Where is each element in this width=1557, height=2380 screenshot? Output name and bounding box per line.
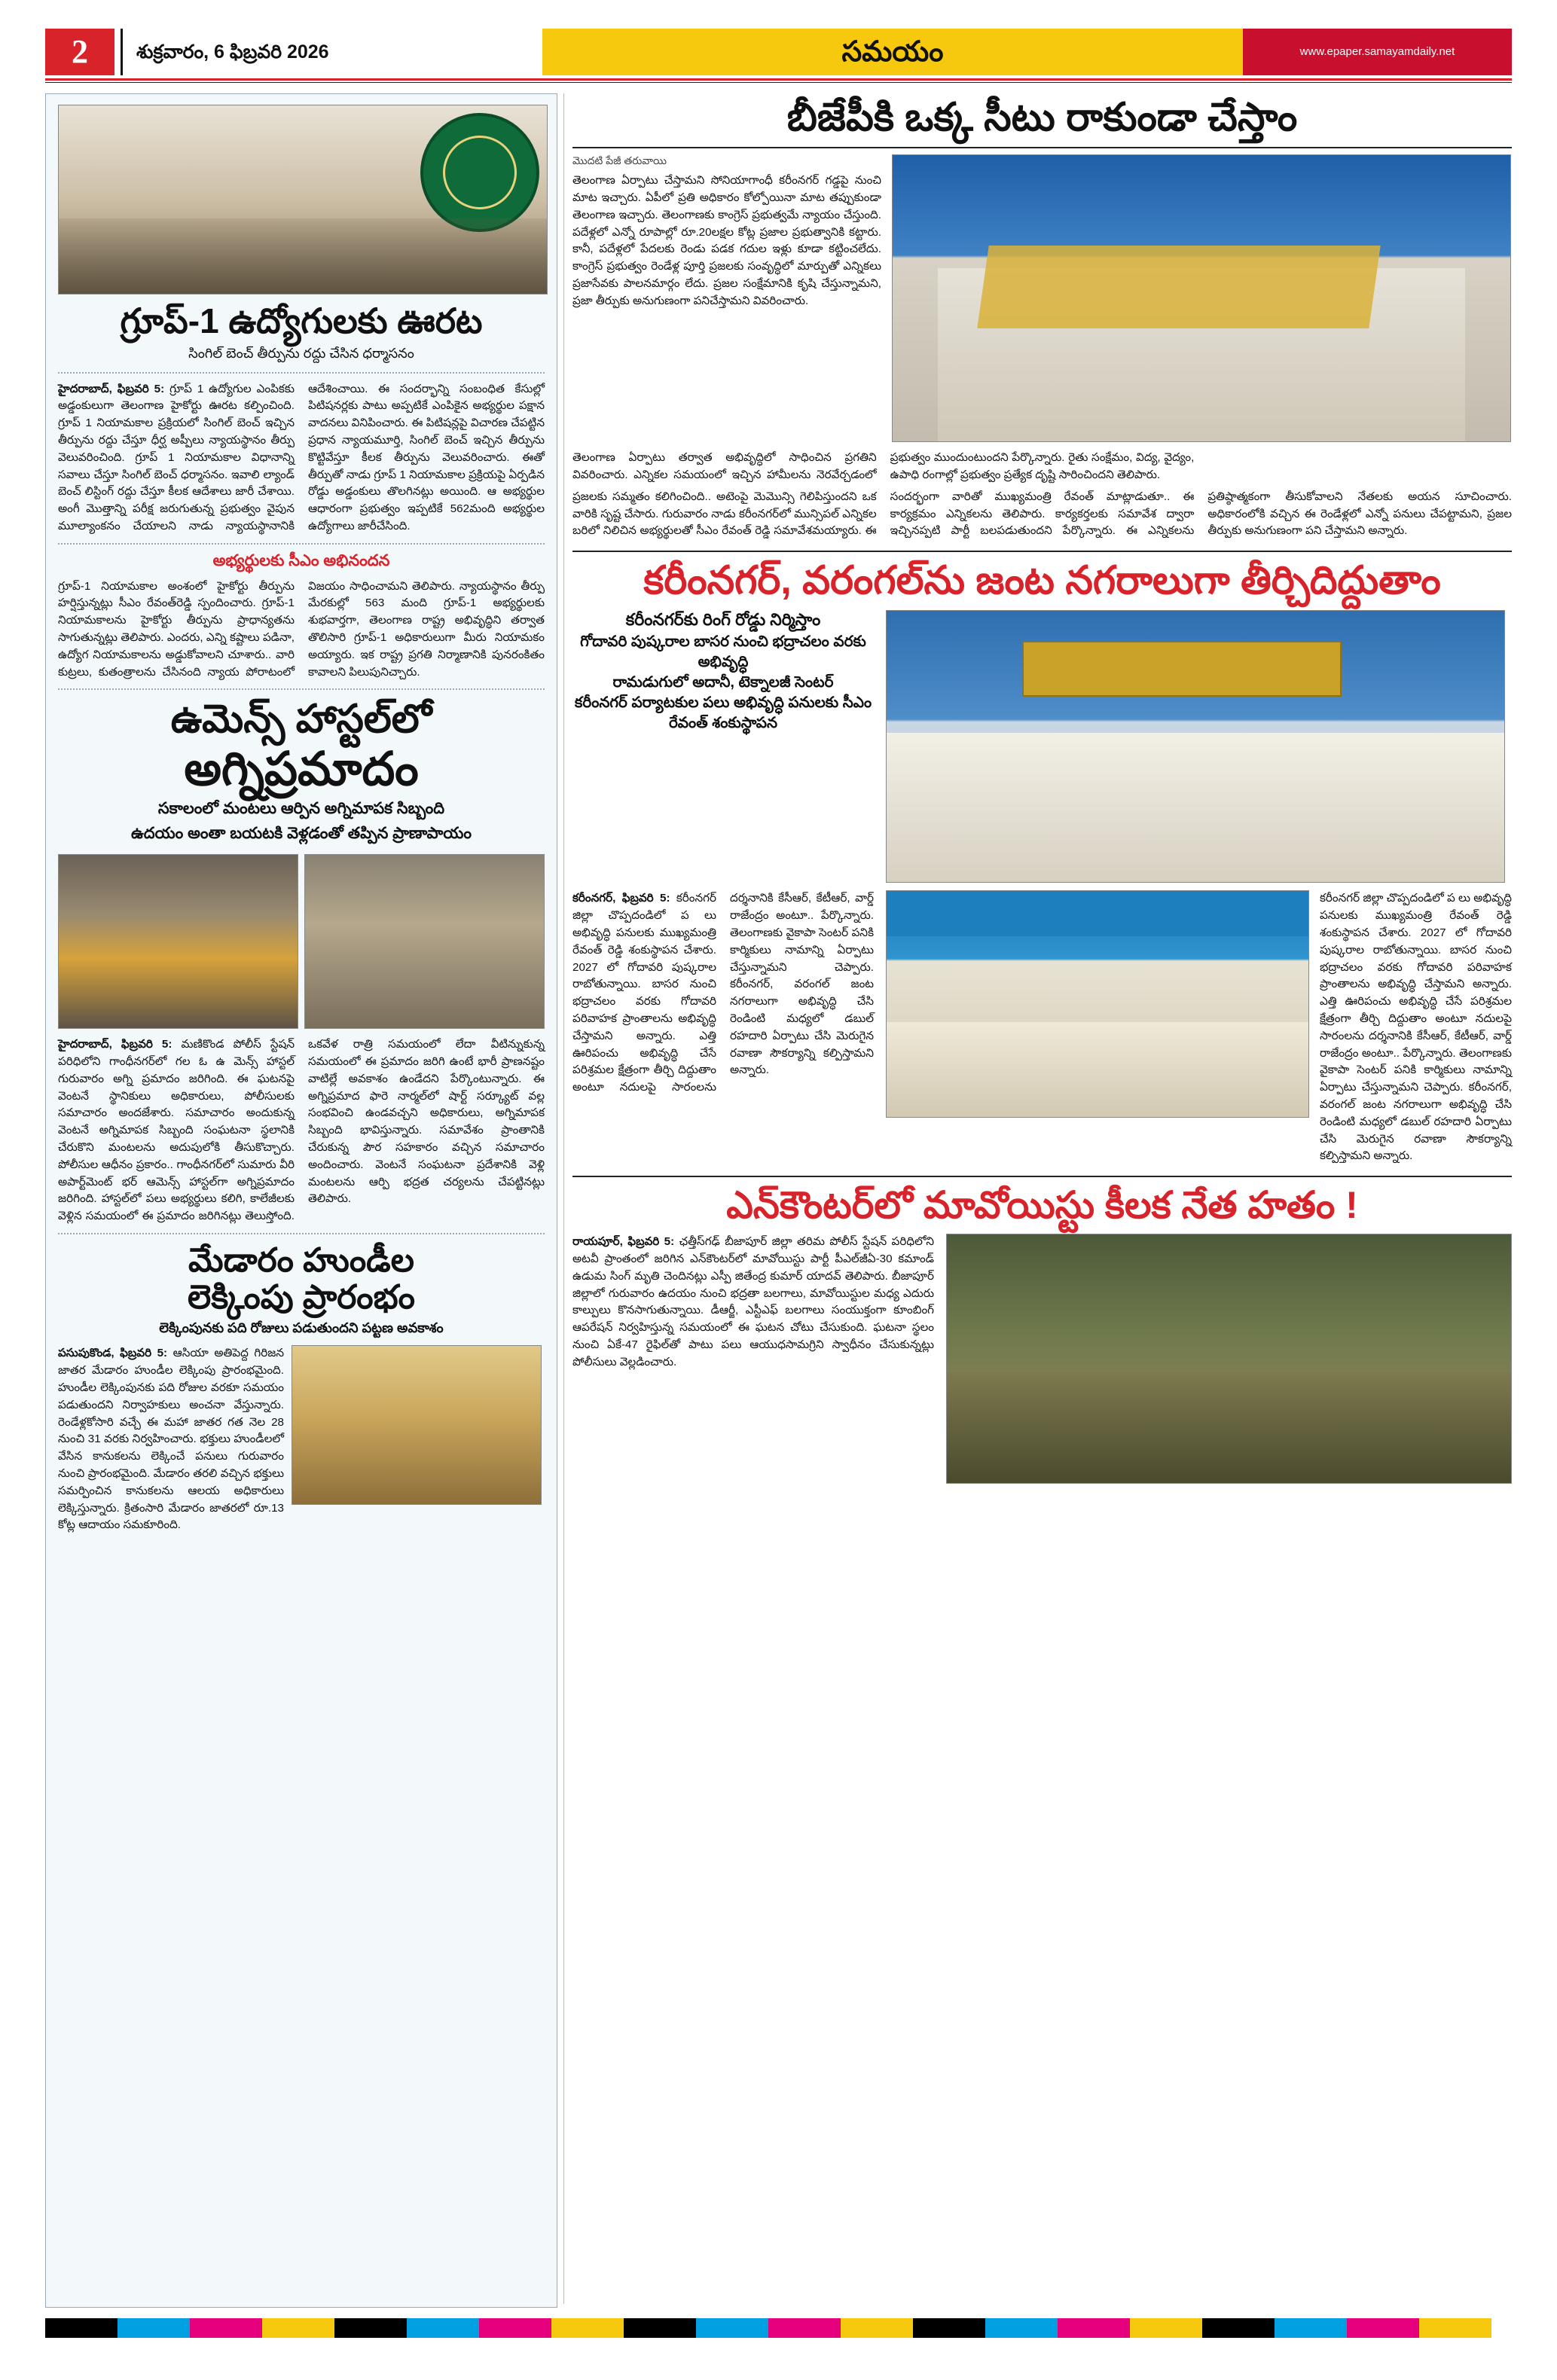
story1-body: గ్రూప్ 1 ఉద్యోగుల ఎంపికకు అడ్డంకులుగా తెలంగాణ హైకోర్టు ఊరట కల్పించింది. గ్రూప్ 1 నియామకాల ప్రక్రియలో సింగిల్ బెంచ్ ఇచ్చిన తీర్పును రద్దు చేస్తూ ధీర్ఘ అప్పీలు న్యాయస్థానం తీర్పు వెలువరించింది. గ్రూప్ 1 నియామకాల విధానాన్ని సవాలు చేస్తూ సింగిల్ బెంచ్ ధర్మాసనం. ఇవాలి ల్యాండ్ బెంచ్ లిస్టింగ్ రద్దు చేస్తూ కీలక ఆదేశాలు జారీ చేశాయి. అంగీ మొత్తాన్ని పరీక్ష జరుగుతున్న ప్రభుత్వం వైపున మూల్యాంకనం చేయాలని నాడు న్యాయస్థానానికి ఆదేశించాయి. ఈ సందర్భాన్ని సంబంధిత కేసుల్లో పిటిషనర్లకు పాటు అప్పటికే ఎంపికైన అభ్యర్థుల పక్షాన వాదనలు వినిపించారు. ఈ పిటిషన్లపై విచారణ చేపట్టిన ప్రధాన న్యాయమూర్తి, సింగిల్ బెంచ్ ఇచ్చిన తీర్పును కొట్టివేస్తూ కీలక తీర్పును వెలువరించారు. ఈతో తీర్పుతో నాడు గ్రూప్ 1 నియామకాల ప్రక్రియపై ఏర్పడిన రోడ్డు అడ్డంకులు తొలగినట్లు అయింది. ఆ అభ్యర్థుల ఆధారంగా ప్రభుత్వం ఇప్పటికే 562మంది అభ్యర్థుల ఉద్యోగాలు జారీచేసింది. bbox=[58, 382, 545, 532]
story2-headline-line2: అగ్నిప్రమాదం bbox=[184, 743, 419, 795]
medaram-photo bbox=[292, 1345, 542, 1505]
exam-photo bbox=[58, 105, 548, 294]
storyA-photo bbox=[892, 154, 1511, 442]
storyC-photo bbox=[946, 1234, 1512, 1484]
storyC-dateline: రాయపూర్, ఫిబ్రవరి 5: bbox=[572, 1235, 675, 1249]
story3-body-wrap bbox=[58, 1345, 284, 1534]
fire-photo-2 bbox=[304, 854, 545, 1029]
story2-sub-red-1: సకాలంలో మంటలు ఆర్పిన అగ్నిమాపక సిబ్బంది bbox=[157, 800, 445, 818]
issue-date: శుక్రవారం, 6 ఫిబ్రవరి 2026 bbox=[121, 29, 329, 75]
masthead-rule-thin bbox=[45, 82, 1512, 83]
story2-headline-line1: ఉమెన్స్ హాస్టల్‌లో bbox=[170, 697, 432, 742]
storyA-body3: ప్రజలకు సమ్మతం కలిగించింది.. అటెంపై మెమొన్సి గెలిపిస్తుందని ఒక వారికి సృష్ట చేసారు. గురువారం నాడు కరీంనగర్‌లో మున్సిపల్ ఎన్నికల బరిలో నిలిచిన అభ్యర్థులతో సీఎం రేవంత్ రెడ్డి సమావేశమయ్యారు. ఈ సందర్భంగా వారితో ముఖ్యమంత్రి రేవంత్ మాట్లాడుతూ.. ఈ కార్యక్రమం ఎన్నికలను తెలిపారు. కార్యకర్తలకు సమావేశ ద్వారా ఇచ్చినప్పటి పార్టీ బలపడుతుందని పేర్కొన్నారు. ఈ ఎన్నికలను ప్రతిష్ఠాత్మకంగా తీసుకోవాలని నేతలకు అయన సూచించారు. అధికారంలోకి వచ్చిన ఈ రెండేళ్లలో ఎన్నో పనులు చేపట్టామని, ప్రజల తీర్పుకు అనుగుణంగా పని చేస్తామని అన్నారు. bbox=[572, 490, 1512, 538]
print-color-bar bbox=[45, 2318, 1512, 2338]
color-swatch bbox=[841, 2318, 913, 2338]
color-swatch bbox=[1347, 2318, 1419, 2338]
column-divider bbox=[563, 93, 564, 2304]
color-swatch bbox=[768, 2318, 841, 2338]
story1-sub-headline: అభ్యర్థులకు సీఎం అభినందన bbox=[212, 551, 390, 569]
storyC-headline: ఎన్‌కౌంటర్‌లో మావోయిస్టు కీలక నేత హతం ! bbox=[726, 1184, 1358, 1227]
color-swatch bbox=[334, 2318, 407, 2338]
color-swatch bbox=[985, 2318, 1058, 2338]
color-swatch bbox=[262, 2318, 334, 2338]
color-swatch bbox=[1130, 2318, 1202, 2338]
color-swatch bbox=[118, 2318, 190, 2338]
storyB-body-wrap bbox=[572, 890, 874, 1165]
paper-title: సమయం bbox=[841, 36, 944, 68]
website-band bbox=[1243, 29, 1512, 75]
story1-subhead: సింగిల్ బెంచ్ తీర్పును రద్దు చేసిన ధర్మాసనం bbox=[188, 345, 414, 361]
page-number: 2 bbox=[72, 33, 88, 70]
story3-dateline: పసుపుకొండ, ఫిబ్రవరి 5: bbox=[58, 1347, 168, 1360]
masthead bbox=[45, 29, 1512, 75]
story2-sub-red-2: ఉదయం అంతా బయటకి వెళ్లడంతో తప్పిన ప్రాణాపాయం bbox=[131, 825, 472, 843]
masthead-rule bbox=[45, 78, 1512, 81]
storyB-sub-3: రామడుగులో అదానీ, టెక్నాలజీ సెంటర్ bbox=[612, 674, 834, 691]
storyA-body: తెలంగాణ ఏర్పాటు చేస్తామని సోనియాగాంధీ కరీంనగర్ గడ్డపై నుంచి మాట ఇచ్చారు. ఏపీలో ప్రతి అధికారం కోల్పోయినా మాట తప్పుకుండా తెలంగాణ ఇచ్చారు. తెలంగాణకు కాంగ్రెస్ ప్రభుత్వమే న్యాయం చేస్తుంది. పదేళ్లలో ఎన్నో రూపాల్లో రూ.20లక్షల కోట్ల ప్రజాల ప్రభుత్వానికి కట్టారు. కానీ, పదేళ్లలో పేదలకు రెండు పడక గదుల ఇళ్లు కూడా కట్టించలేదు. కాంగ్రెస్ ప్రభుత్వం రెండేళ్ల పూర్తి ప్రజలకు సంవృద్ధిలో మార్పుతో ఎన్నికలు ప్రజాసేవకు పాలనమార్గం లేదు. ప్రజల సంక్షేమానికి కృషి చేస్తున్నామని, ప్రజా తీర్పుకు అనుగుణంగా పనిచేస్తామని వివరించారు. bbox=[572, 174, 881, 307]
storyB-dateline: కరీంనగర్, ఫిబ్రవరి 5: bbox=[572, 892, 670, 905]
story1-sub-body: గ్రూప్-1 నియామకాల అంశంలో హైకోర్టు తీర్పును హర్షిస్తున్నట్లు సీఎం రేవంత్‌రెడ్డి స్పందించారు. గ్రూప్-1 నియామకాలను హైకోర్టు తీర్పును ప్రాధాన్యతను సాగుతున్నట్లు తెలిపారు. ఎందరు, ఎన్ని కష్టాలు పడినా, ఉద్యోగ నియామకాలను అడ్డుకోవాలని చూశారు.. వారి కుట్రలు, కుతంత్రాలను చేసినంది న్యాయ పోరాటంలో విజయం సాధించామని తెలిపారు. న్యాయస్థానం తీర్పు మేరకుల్లో 563 మంది గ్రూప్-1 అభ్యర్థులకు శుభవార్తగా, తెలంగాణ రాష్ట్ర అభివృద్ధిని తర్వాత తొలిసారి గ్రూప్-1 అధికారులుగా మీరు నియామకం అయ్యారు. ఇక రాష్ట్ర ప్రగతి నిర్మాణానికి పునరంకితం కావాలని పిలుపునిచ్చారు. bbox=[58, 579, 545, 679]
story3-headline-line1: మేడారం హుండీల bbox=[188, 1241, 414, 1279]
storyB-sub-2: గోదావరి పుష్కరాల బాసర నుంచి భద్రాచలం వరకు అభివృద్ధి bbox=[580, 633, 866, 671]
story2-dateline: హైదరాబాద్, ఫిబ్రవరి 5: bbox=[58, 1038, 172, 1051]
story3-headline-line2: లెక్కింపు ప్రారంభం bbox=[188, 1279, 415, 1317]
story2-body: మణికొండ పోలీస్ స్టేషన్ పరిధిలోని గాంధీనగర్‌లో గల ఓ ఉ మెన్స్ హాస్టల్ గురువారం అగ్ని ప్రమాదం జరిగింది. ఈ ఘటనపై వెంటనే స్థానికులు అధికారులు, పోలీసులకు సమాచారం అందజేశారు. సమాచారం అందుకున్న వెంటనే అగ్నిమాపక సిబ్బంది సంఘటనా స్థలానికి చేరుకొని మంటలను అదుపులోకి తీసుకొచ్చారు. పోలీసుల ఆధీనం ప్రకారం.. గాంధీనగర్‌లో సుమారు వీరి అపార్ట్‌మెంట్ భర్ ఆమెన్స్ హాస్టల్‌గా అగ్నిప్రమాదం జరిగింది. హాస్టల్‌లో పలు అభ్యర్థులు కలిగి, కాలేజీలకు వెళ్లిన సమయంలో ఈ ప్రమాదం జరిగినట్లు తెలుస్తోంది. ఒకవేళ రాత్రి సమయంలో లేదా వీటిన్నుకున్న సమయంలో ఈ ప్రమాదం జరిగి ఉంటే భారీ ప్రాణనష్టం వాటిల్లే అవకాశం ఉండేదని పేర్కొంటున్నారు. ఈ అగ్నిప్రమాద ఫారె నార్మల్‌లో షార్ట్ సర్క్యూట్ వల్ల సంభవించి ఉండవచ్చని అధికారులు, అగ్నిమాపక సిబ్బంది భావిస్తున్నారు. సమావేశం ప్రాంతానికి చేరుకున్న పౌర సహకారం వచ్చిన సమాచారం అందించారు. వెంటనే సంఘటనా ప్రదేశానికి వెళ్లి మంటలను ఆర్పి భద్రత చర్యలను చేపట్టినట్లు తెలిపారు. bbox=[58, 1038, 545, 1223]
color-swatch bbox=[913, 2318, 985, 2338]
storyA-kicker: మొదటి పేజీ తరువాయి bbox=[572, 154, 667, 167]
storyB-sub-1: కరీంనగర్‌కు రింగ్ రోడ్డు నిర్మిస్తాం bbox=[625, 610, 821, 630]
story3-sub-red: లెక్కింపునకు పది రోజులు పడుతుందని పట్టణ అవకాశం bbox=[159, 1320, 444, 1336]
color-swatch bbox=[190, 2318, 262, 2338]
color-swatch bbox=[696, 2318, 768, 2338]
right-column bbox=[572, 93, 1512, 2308]
color-swatch bbox=[1202, 2318, 1275, 2338]
website-url[interactable]: www.epaper.samayamdaily.net bbox=[1299, 45, 1455, 58]
paper-title-band bbox=[542, 29, 1243, 75]
storyC-body-wrap bbox=[572, 1234, 934, 1484]
storyA-headline: బీజేపీకి ఒక్క సీటు రాకుండా చేస్తాం bbox=[786, 96, 1298, 139]
storyA-body2: తెలంగాణ ఏర్పాటు తర్వాత అభివృద్ధిలో సాధించిన ప్రగతిని వివరించారు. ఎన్నికల సమయంలో ఇచ్చిన హామీలను నెరవేర్చడంలో ప్రభుత్వం ముందుంటుందని పేర్కొన్నారు. రైతు సంక్షేమం, విద్య, వైద్యం, ఉపాధి రంగాల్లో ప్రభుత్వం ప్రత్యేక దృష్టి సారించిందని తెలిపారు. bbox=[572, 451, 1195, 481]
story1-body-wrap bbox=[58, 381, 545, 536]
color-swatch bbox=[551, 2318, 624, 2338]
story3-body: ఆసియా అతిపెద్ద గిరిజన జాతర మేడారం హుండీల లెక్కింపు ప్రారంభమైంది. హుండీల లెక్కింపునకు పది రోజుల వరకూ సమయం పడుతుందని నిర్వాహకులు అంచనా వేస్తున్నారు. రెండేళ్లకోసారి వచ్చే ఈ మహా జాతర గత నెల 28 నుంచి 31 వరకు నిర్వహించారు. భక్తులు హుండీలలో వేసిన కానుకలను లెక్కించే పనులు గురువారం నుంచి ప్రారంభమైంది. మేడారం తరలి వచ్చిన భక్తులు సమర్పించిన కానుకలను ఆలయ అధికారులు లెక్కిస్తున్నారు. క్రితంసారి మేడారం జాతరలో రూ.13 కోట్ల ఆదాయం సమకూరింది. bbox=[58, 1347, 284, 1532]
fire-photo-1 bbox=[58, 854, 298, 1029]
left-column bbox=[45, 93, 557, 2308]
storyB-sub-4: కరీంనగర్ పర్యాటకుల పలు అభివృద్ధి పనులకు సీఎం రేవంత్ శంకుస్థాపన bbox=[574, 694, 872, 732]
page-number-badge bbox=[45, 29, 114, 75]
color-swatch bbox=[1058, 2318, 1130, 2338]
storyB-headline: కరీంనగర్, వరంగల్‌ను జంట నగరాలుగా తీర్చిదిద్దుతాం bbox=[643, 559, 1441, 603]
color-swatch bbox=[479, 2318, 551, 2338]
color-swatch bbox=[1275, 2318, 1347, 2338]
story1-dateline: హైదరాబాద్, ఫిబ్రవరి 5: bbox=[58, 382, 165, 395]
color-swatch bbox=[1419, 2318, 1491, 2338]
tspsc-logo-icon bbox=[420, 113, 539, 232]
storyB-body-extra: కరీంనగర్ జిల్లా చొప్పదండిలో ప లు అభివృద్ధి పనులకు ముఖ్యమంత్రి రేవంత్ రెడ్డి శంకుస్థాపన చేశారు. 2027 లో గోదావరి పుష్కరాల రాబోతున్నాయి. బాసర నుంచి భద్రాచలం వరకు గోదావరి పరివాహక ప్రాంతాలను అభివృద్ధి చేస్తామని అన్నారు. ఎత్తి ఊరిపంచు అభివృద్ధి చేసే పరిశ్రమల క్షేత్రంగా తీర్చి దిద్దుతాం అంటూ నదులపై సారంలను దర్శనానికి కేసీఆర్, కేటీఆర్, వార్డ్ రాజేంద్రం అంటూ.. పేర్కొన్నారు. తెలంగాణకు వైకాపా సెంటర్ పనికి కార్మికులు నామాన్ని ఏర్పాటు చేస్తున్నామని చెప్పారు. కరీంనగర్, వరంగల్ జంట నగరాలుగా అభివృద్ధి చేసి రెండింటి మధ్యలో డబుల్ రహదారి ఏర్పాటు చేసి మెరుగైన రవాణా సౌకర్యాన్ని కల్పిస్తామని అన్నారు. bbox=[1320, 892, 1513, 1163]
storyB-banner-photo bbox=[886, 890, 1309, 1118]
story1-headline: గ్రూప్-1 ఉద్యోగులకు ఊరట bbox=[120, 301, 483, 340]
color-swatch bbox=[407, 2318, 479, 2338]
storyC-body: ఛత్తీస్‌గఢ్ బీజాపూర్ జిల్లా తరిమ పోలీస్ స్టేషన్ పరిధిలోని అటవీ ప్రాంతంలో జరిగిన ఎన్‌కౌంటర్‌లో మావోయిస్టు పార్టీ పీఎల్‌జీఏ-30 కమాండ్ ఉడుమ సింగ్ మృతి చెందినట్లు ఎస్పీ జితేంద్ర కుమార్ యాదవ్ తెలిపారు. బీజాపూర్ జిల్లాలో గురువారం ఉదయం నుంచి భద్రతా బలగాలు, మావోయిస్టుల మధ్య ఎదురు కాల్పులు కొనసాగుతున్నాయి. డీఆర్జీ, ఎస్టీఎఫ్ బలగాలు సంయుక్తంగా కూంబింగ్ ఆపరేషన్ నిర్వహిస్తున్న సమయంలో ఈ ఘటన చోటు చేసుకుంది. ఘటనా స్థలం నుంచి ఏకే-47 రైఫిల్‌తో పాటు పలు ఆయుధసామగ్రిని స్వాధీనం చేసుకున్నట్లు పోలీసులు వెల్లడించారు. bbox=[572, 1235, 934, 1368]
story2-body-wrap bbox=[58, 1036, 545, 1225]
storyB-body: కరీంనగర్ జిల్లా చొప్పదండిలో ప లు అభివృద్ధి పనులకు ముఖ్యమంత్రి రేవంత్ రెడ్డి శంకుస్థాపన చేశారు. 2027 లో గోదావరి పుష్కరాల రాబోతున్నాయి. బాసర నుంచి భద్రాచలం వరకు గోదావరి పరివాహక ప్రాంతాలను అభివృద్ధి చేస్తామని అన్నారు. ఎత్తి ఊరిపంచు అభివృద్ధి చేసే పరిశ్రమల క్షేత్రంగా తీర్చి దిద్దుతాం అంటూ నదులపై సారంలను దర్శనానికి కేసీఆర్, కేటీఆర్, వార్డ్ రాజేంద్రం అంటూ.. పేర్కొన్నారు. తెలంగాణకు వైకాపా సెంటర్ పనికి కార్మికులు నామాన్ని ఏర్పాటు చేస్తున్నామని చెప్పారు. కరీంనగర్, వరంగల్ జంట నగరాలుగా అభివృద్ధి చేసి రెండింటి మధ్యలో డబుల్ రహదారి ఏర్పాటు చేసి మెరుగైన రవాణా సౌకర్యాన్ని కల్పిస్తామని అన్నారు. bbox=[572, 892, 874, 1094]
storyB-photo bbox=[886, 610, 1505, 883]
color-swatch bbox=[45, 2318, 118, 2338]
color-swatch bbox=[624, 2318, 696, 2338]
